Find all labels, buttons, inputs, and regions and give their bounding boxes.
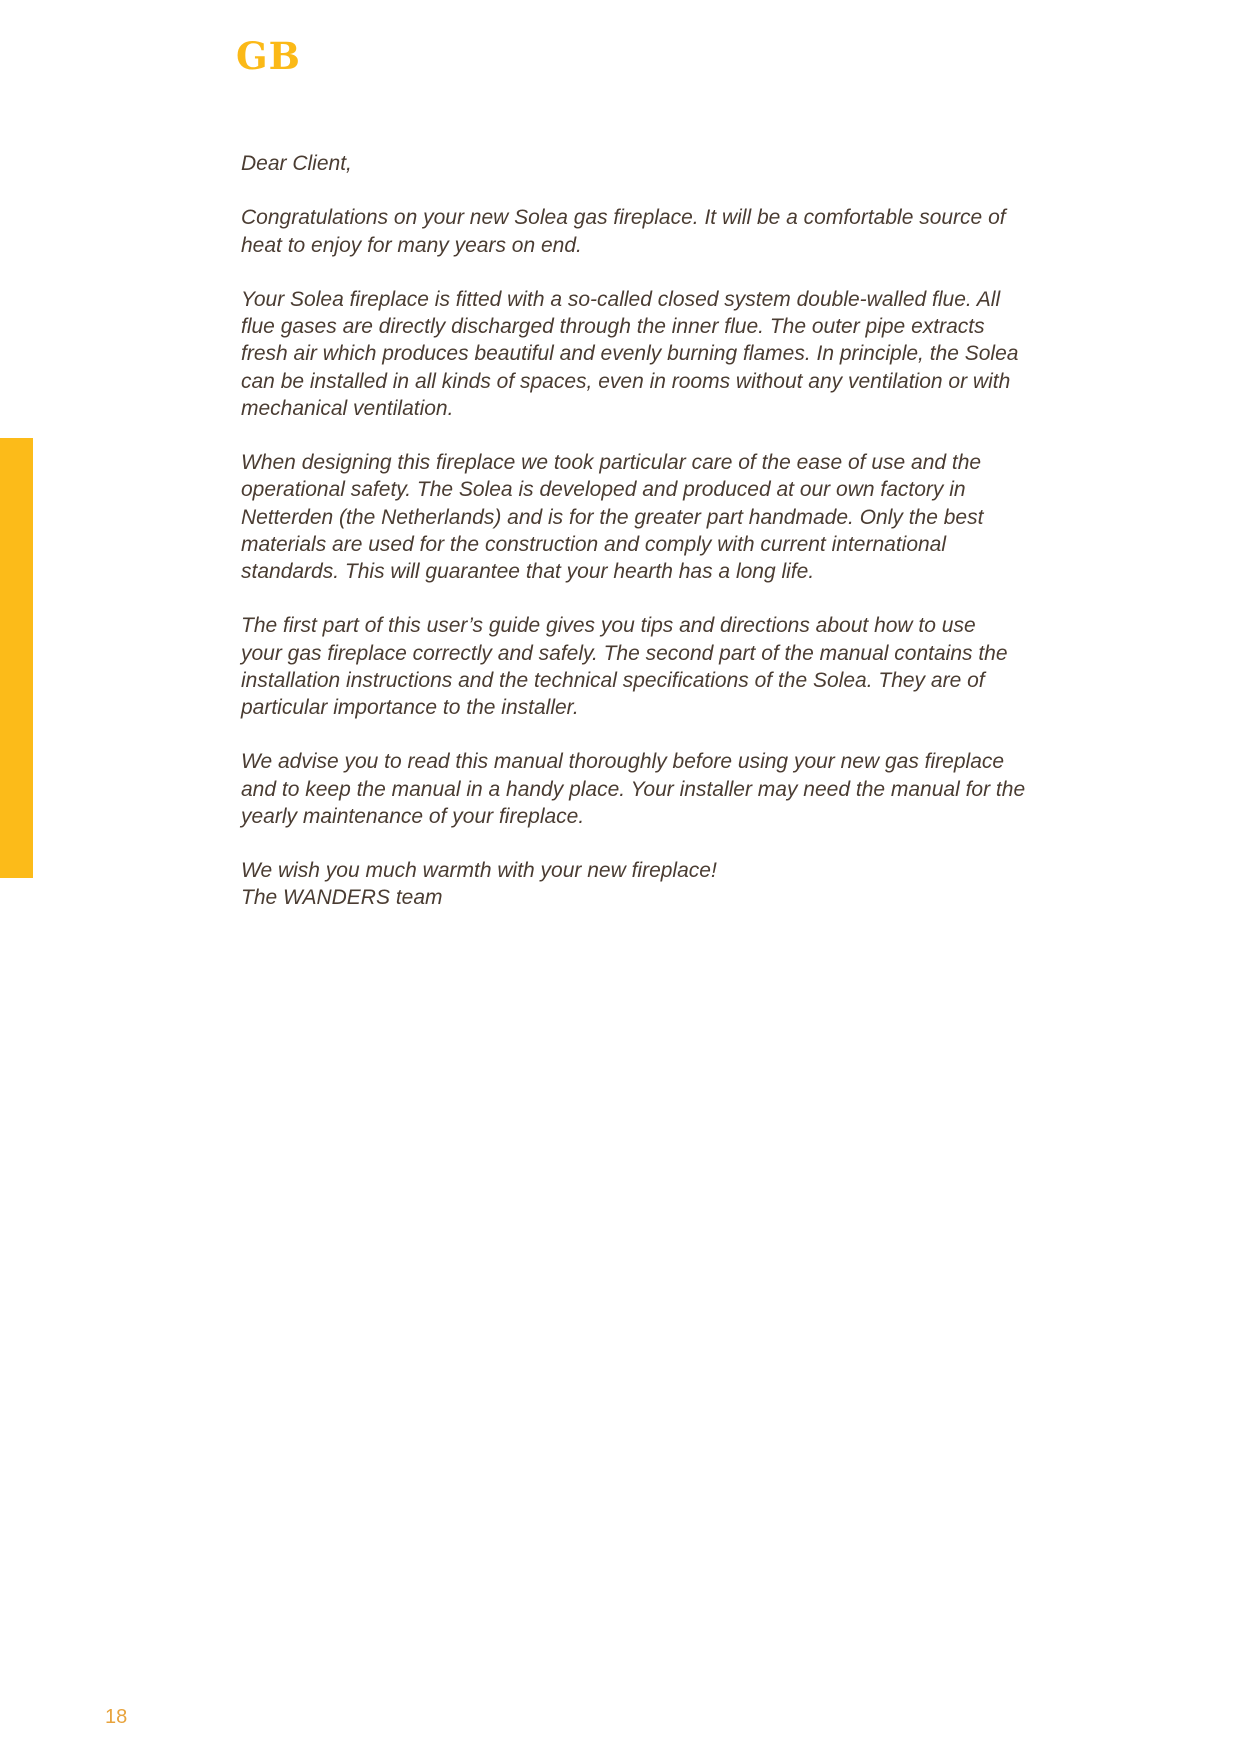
letter-closing [241, 857, 1021, 911]
text-line: particular importance to the installer. [241, 696, 579, 719]
text-line: When designing this fireplace we took particular care of the ease of use and the [241, 451, 982, 475]
text-line: installation instructions and the technical specifications of the Solea. They are of [241, 668, 985, 692]
text-line: operational safety. The Solea is developed and produced at our own factory in [241, 478, 966, 502]
text-line: flue gases are directly discharged through the inner flue. The outer pipe extracts [241, 315, 985, 339]
text-line: Netterden (the Netherlands) and is for the greater part handmade. Only the best [241, 505, 984, 529]
signature: The WANDERS team [241, 886, 443, 910]
text-line: yearly maintenance of your fireplace. [241, 804, 585, 828]
text-line: and to keep the manual in a handy place. Your installer may need the manual for the [241, 777, 1026, 801]
page-number: 18 [105, 1706, 128, 1728]
text-line: We advise you to read this manual thoroughly before using your new gas fireplace [241, 750, 1005, 774]
paragraph-flue-system [241, 286, 1021, 422]
text-line: Congratulations on your new Solea gas fireplace. It will be a comfortable source of [241, 206, 1006, 230]
text-line: heat to enjoy for many years on end. [241, 233, 582, 257]
text-line: can be installed in all kinds of spaces, even in rooms without any ventilation or with [241, 369, 1011, 393]
text-line: The first part of this user’s guide gives you tips and directions about how to use [241, 614, 976, 638]
salutation: Dear Client, [241, 152, 352, 175]
text-line: Your Solea fireplace is fitted with a so-called closed system double-walled flue. All [241, 287, 1001, 311]
text-line: standards. This will guarantee that your hearth has a long life. [241, 560, 815, 583]
letter-body [241, 150, 1026, 912]
paragraph-read-manual [241, 748, 1026, 830]
side-accent-bar [0, 438, 33, 878]
text-line: materials are used for the construction and comply with current international [241, 532, 947, 556]
closing-wish: We wish you much warmth with your new fireplace! [241, 859, 717, 883]
paragraph-guide-overview [241, 612, 1021, 721]
paragraph-congratulations [241, 204, 1021, 258]
text-line: fresh air which produces beautiful and evenly burning flames. In principle, the Solea [241, 342, 1019, 366]
paragraph-design-safety [241, 449, 1021, 585]
text-line: your gas fireplace correctly and safely. The second part of the manual contains the [241, 641, 1008, 665]
language-code-heading: GB [236, 34, 301, 78]
text-line: mechanical ventilation. [241, 396, 454, 420]
